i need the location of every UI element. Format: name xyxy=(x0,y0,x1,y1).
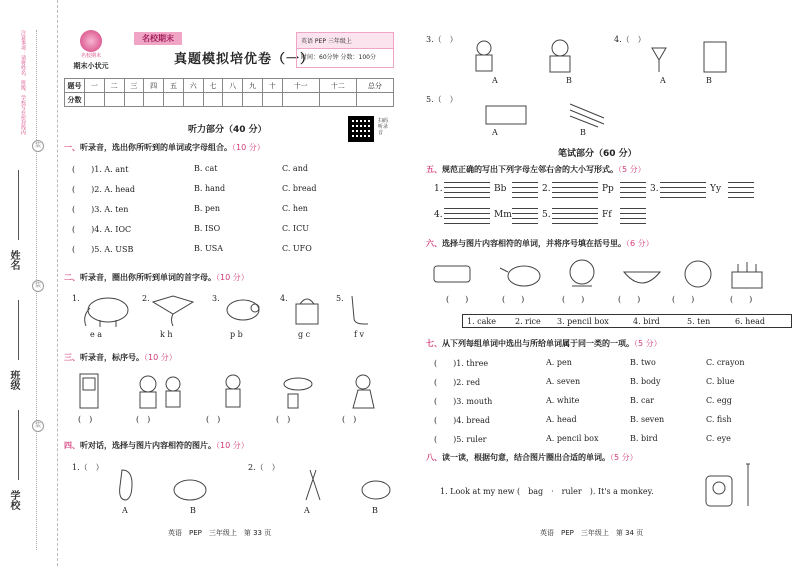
option-a: A. seven xyxy=(546,377,581,386)
option-c: C. hen xyxy=(282,204,308,213)
bag-image xyxy=(288,294,328,328)
answer-paren[interactable]: ( ) xyxy=(276,415,291,424)
section-6-title xyxy=(426,238,654,249)
question-number: ( )1. A. ant xyxy=(72,165,129,174)
score-col-header: 五 xyxy=(164,79,184,93)
option-a: A. head xyxy=(546,415,577,424)
question-number: ( )3. A. ten xyxy=(72,205,129,214)
option-a: A xyxy=(122,506,128,515)
score-cell[interactable] xyxy=(104,93,124,107)
section-num: 五、 xyxy=(426,165,442,174)
score-row-label: 分数 xyxy=(65,93,85,107)
binding-hole: 装 xyxy=(32,420,44,432)
written-title: 笔试部分（60 分） xyxy=(558,149,637,159)
given-letter: Bb xyxy=(494,184,507,194)
option-b: B. hand xyxy=(194,184,226,193)
writing-lines[interactable] xyxy=(512,208,538,224)
word-option: 2. rice xyxy=(515,317,541,326)
binding-hole: 装 xyxy=(32,280,44,292)
section-3-title xyxy=(64,352,177,363)
question-number: ( )2. A. head xyxy=(72,185,136,194)
writing-lines[interactable] xyxy=(444,208,490,224)
brand-logo xyxy=(66,30,116,70)
section-1-title xyxy=(64,142,265,153)
section-num: 四、 xyxy=(64,441,80,450)
letter-choices[interactable]: p b xyxy=(230,330,243,339)
section-points: （5 分） xyxy=(618,165,646,174)
option-b: B xyxy=(706,76,712,85)
class-line[interactable] xyxy=(18,300,19,360)
class-label: 班级 xyxy=(8,370,19,390)
score-col-header: 十一 xyxy=(282,79,319,93)
section-text: 从下列每组单词中选出与所给单词属于同一类的一项。 xyxy=(442,339,634,348)
qr-label: 扫码听录音 xyxy=(378,118,389,136)
score-col-header: 三 xyxy=(124,79,144,93)
score-col-header: 十二 xyxy=(319,79,356,93)
binding-notice: 注意事项：请将姓名、班级、学校写在密封线内 xyxy=(20,30,26,135)
answer-paren[interactable]: ( ) xyxy=(502,295,525,304)
score-col-header: 总分 xyxy=(356,79,393,93)
footer-right: 英语 PEP 三年级上 第 34 页 xyxy=(540,529,644,537)
exam-title: 真题模拟培优卷（一） xyxy=(174,52,315,67)
name-line[interactable] xyxy=(18,170,19,240)
option-b: B. body xyxy=(630,377,661,386)
option-b: B. cat xyxy=(194,164,218,173)
section-num: 八、 xyxy=(426,453,442,462)
section-num: 六、 xyxy=(426,239,442,248)
pig-image xyxy=(218,294,268,328)
given-letter: Mm xyxy=(494,210,512,220)
item-number: 3. xyxy=(212,294,220,303)
word-option: 5. ten xyxy=(687,317,711,326)
option-a: A xyxy=(660,76,666,85)
given-letter: Ff xyxy=(602,210,612,220)
writing-lines[interactable] xyxy=(660,182,706,198)
letter-choices[interactable]: e a xyxy=(90,330,103,339)
kite-image xyxy=(148,294,198,328)
exam-meta xyxy=(296,32,394,68)
given-letter: Yy xyxy=(710,184,722,194)
score-cell[interactable] xyxy=(85,93,105,107)
section-points: （10 分） xyxy=(144,353,177,362)
option-b: B xyxy=(190,506,196,515)
binding-hole: 装 xyxy=(32,140,44,152)
s4-q2: 2.（ ） xyxy=(248,463,280,472)
question-number: ( )1. three xyxy=(434,359,489,368)
option-b: B xyxy=(372,506,378,515)
section-8-title xyxy=(426,452,638,463)
answer-paren[interactable]: ( ) xyxy=(206,415,221,424)
section-2-title xyxy=(64,272,249,283)
option-b: B xyxy=(566,76,572,85)
option-a: A. pen xyxy=(546,358,572,367)
item-number: 4. xyxy=(280,294,288,303)
section-7-title xyxy=(426,338,662,349)
answer-paren[interactable]: ( ) xyxy=(78,415,93,424)
item-number: 1. xyxy=(434,184,443,194)
letter-choices[interactable]: k h xyxy=(160,330,173,339)
page-right xyxy=(410,0,800,566)
option-b: B. bird xyxy=(630,434,658,443)
word-bank xyxy=(462,314,792,328)
writing-lines[interactable] xyxy=(512,182,538,198)
answer-paren[interactable]: ( ) xyxy=(446,295,469,304)
letter-choices[interactable]: g c xyxy=(298,330,311,339)
item-number: 5. xyxy=(336,294,344,303)
writing-lines[interactable] xyxy=(444,182,490,198)
answer-paren[interactable]: ( ) xyxy=(730,295,753,304)
score-col-header: 一 xyxy=(85,79,105,93)
option-b: B. seven xyxy=(630,415,665,424)
word-option: 4. bird xyxy=(633,317,660,326)
option-c: C. ICU xyxy=(282,224,309,233)
option-c: C. eye xyxy=(706,434,731,443)
section-num: 二、 xyxy=(64,273,80,282)
section-points: （5 分） xyxy=(610,453,638,462)
item-number: 2. xyxy=(542,184,551,194)
score-col-header: 二 xyxy=(104,79,124,93)
option-c: C. bread xyxy=(282,184,317,193)
option-b: B. pen xyxy=(194,204,220,213)
option-b: B xyxy=(580,128,586,137)
score-row-label: 题号 xyxy=(65,79,85,93)
score-col-header: 六 xyxy=(183,79,203,93)
option-c: C. fish xyxy=(706,415,732,424)
word-option: 1. cake xyxy=(467,317,497,326)
score-col-header: 九 xyxy=(243,79,263,93)
word-option: 6. head xyxy=(735,317,765,326)
score-table xyxy=(64,78,394,107)
section-points: （10 分） xyxy=(216,441,249,450)
option-a: A. pencil box xyxy=(546,434,599,443)
footer-left: 英语 PEP 三年级上 第 33 页 xyxy=(168,529,272,537)
score-cell[interactable] xyxy=(124,93,144,107)
section-num: 七、 xyxy=(426,339,442,348)
score-cell[interactable] xyxy=(144,93,164,107)
section-4-title xyxy=(64,440,249,451)
s4-q5-pictures xyxy=(480,100,610,128)
item-number: 5. xyxy=(542,210,551,220)
option-c: C. and xyxy=(282,164,308,173)
foot-image xyxy=(342,294,372,328)
question-number: ( )3. mouth xyxy=(434,397,493,406)
bag-pencil-image xyxy=(700,462,770,510)
s4-q5: 5.（ ） xyxy=(426,95,458,104)
meta-subject: 英语 PEP 三年级上 xyxy=(297,33,393,49)
s4-q3: 3.（ ） xyxy=(426,35,458,44)
option-a: A xyxy=(492,76,498,85)
header-tag: 名校期末 xyxy=(134,32,182,45)
option-b: B. USA xyxy=(194,244,223,253)
score-cell[interactable] xyxy=(243,93,263,107)
question-number: ( )5. A. USB xyxy=(72,245,134,254)
s8-sentence: 1. Look at my new ( bag · ruler ). It's a monkey. xyxy=(440,487,654,496)
s4-q1: 1.（ ） xyxy=(72,463,104,472)
score-col-header: 八 xyxy=(223,79,243,93)
score-cell[interactable] xyxy=(183,93,203,107)
item-number: 1. xyxy=(72,294,80,303)
section-text: 听录音，标序号。 xyxy=(80,353,144,362)
writing-lines[interactable] xyxy=(620,208,646,224)
school-line[interactable] xyxy=(18,410,19,480)
logo-name: 期末小状元 xyxy=(73,62,109,70)
section-text: 听录音，选出你所听到的单词或字母组合。 xyxy=(80,143,232,152)
score-col-header: 四 xyxy=(144,79,164,93)
writing-lines[interactable] xyxy=(620,182,646,198)
section-num: 一、 xyxy=(64,143,80,152)
section-5-title xyxy=(426,164,646,175)
section-points: （10 分） xyxy=(232,143,265,152)
score-cell[interactable] xyxy=(262,93,282,107)
option-c: C. egg xyxy=(706,396,732,405)
section-6-pictures xyxy=(432,258,772,292)
question-number: ( )5. ruler xyxy=(434,435,487,444)
s4-q3-pictures xyxy=(470,38,590,74)
section-num: 三、 xyxy=(64,353,80,362)
section-text: 选择与图片内容相符的单词，并将序号填在括号里。 xyxy=(442,239,626,248)
qr-code[interactable] xyxy=(348,116,374,142)
section-points: （10 分） xyxy=(216,273,249,282)
answer-paren[interactable]: ( ) xyxy=(342,415,357,424)
answer-paren[interactable]: ( ) xyxy=(672,295,695,304)
option-c: C. blue xyxy=(706,377,735,386)
writing-lines[interactable] xyxy=(552,208,598,224)
score-col-header: 十 xyxy=(262,79,282,93)
exam-header xyxy=(64,28,394,72)
s4-q1-pictures xyxy=(112,466,222,504)
section-text: 听录音，圈出你所听到单词的首字母。 xyxy=(80,273,216,282)
section-text: 读一读，根据句意，结合图片圈出合适的单词。 xyxy=(442,453,610,462)
score-cell[interactable] xyxy=(282,93,319,107)
score-cell[interactable] xyxy=(203,93,223,107)
writing-lines[interactable] xyxy=(552,182,598,198)
score-cell[interactable] xyxy=(319,93,356,107)
option-b: B. car xyxy=(630,396,655,405)
option-a: A. white xyxy=(546,396,580,405)
answer-paren[interactable]: ( ) xyxy=(136,415,151,424)
score-cell[interactable] xyxy=(356,93,393,107)
writing-lines[interactable] xyxy=(728,182,754,198)
elephant-image xyxy=(78,294,138,328)
item-number: 2. xyxy=(142,294,150,303)
word-option: 3. pencil box xyxy=(557,317,609,326)
item-number: 4. xyxy=(434,210,443,220)
letter-choices[interactable]: f v xyxy=(354,330,365,339)
listening-title: 听力部分（40 分） xyxy=(188,125,267,135)
section-points: （6 分） xyxy=(626,239,654,248)
option-b: B. two xyxy=(630,358,656,367)
school-label: 学校 xyxy=(8,490,19,510)
section-text: 规范正确的写出下列字母左邻右舍的大小写形式。 xyxy=(442,165,618,174)
option-a: A xyxy=(492,128,498,137)
given-letter: Pp xyxy=(602,184,614,194)
binding-strip xyxy=(0,0,58,566)
option-a: A xyxy=(304,506,310,515)
logo-icon xyxy=(80,30,102,52)
s4-q4: 4.（ ） xyxy=(614,35,646,44)
score-cell[interactable] xyxy=(164,93,184,107)
option-b: B. ISO xyxy=(194,224,221,233)
item-number: 3. xyxy=(650,184,659,194)
question-number: ( )4. A. IOC xyxy=(72,225,132,234)
score-cell[interactable] xyxy=(223,93,243,107)
section-points: （5 分） xyxy=(634,339,662,348)
question-number: ( )2. red xyxy=(434,378,481,387)
s4-q4-pictures xyxy=(644,38,734,74)
option-c: C. crayon xyxy=(706,358,745,367)
logo-brand: 名校期末 xyxy=(80,53,101,59)
page-left xyxy=(58,0,400,566)
score-col-header: 七 xyxy=(203,79,223,93)
answer-paren[interactable]: ( ) xyxy=(562,295,585,304)
question-number: ( )4. bread xyxy=(434,416,490,425)
section-3-pictures xyxy=(78,372,378,412)
s4-q2-pictures xyxy=(286,466,396,504)
answer-paren[interactable]: ( ) xyxy=(618,295,641,304)
option-c: C. UFO xyxy=(282,244,312,253)
meta-time: 时间：60分钟 分数：100分 xyxy=(301,54,376,61)
section-text: 听对话，选择与图片内容相符的图片。 xyxy=(80,441,216,450)
name-label: 姓名 xyxy=(8,250,19,270)
